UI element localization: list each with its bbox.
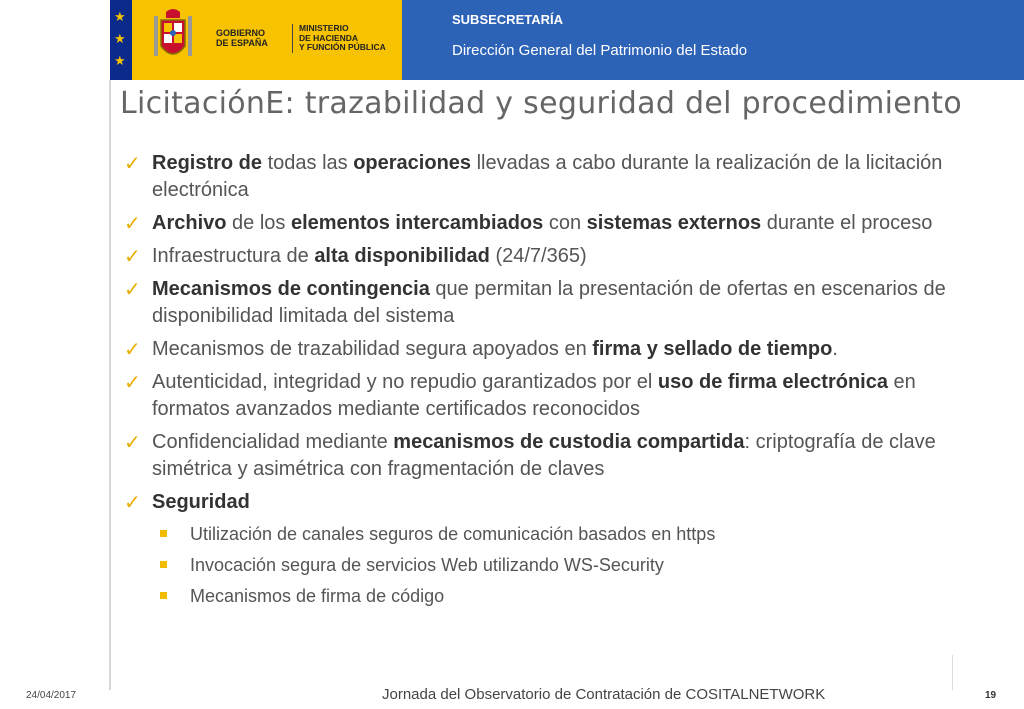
bullet-item [122,336,962,363]
bullet-item [122,489,962,516]
bullet-text: Confidencialidad mediante [152,431,394,453]
gobierno-logo-text: GOBIERNO DE ESPAÑA [216,28,268,48]
checkmark-icon: ✓ [124,370,141,394]
bullet-item [122,210,962,237]
bullet-text: Mecanismos de trazabilidad segura apoyados en [152,338,593,360]
bullet-text: de los [226,212,291,234]
bullet-emphasis: elementos intercambiados [290,212,544,234]
bullet-emphasis: Archivo [152,212,227,234]
bullet-item [122,429,962,483]
header [0,0,1024,80]
page-number: 19 [985,690,997,701]
slide-content [122,150,962,615]
star-icon: ★ [114,54,126,69]
bullet-item [122,276,962,330]
star-icon: ★ [114,32,126,47]
coat-of-arms-icon [152,8,194,70]
checkmark-icon: ✓ [124,151,141,175]
bullet-emphasis: Registro de [152,152,263,174]
bullet-text: Infraestructura de [152,245,315,267]
bullet-emphasis: firma y sellado de tiempo [592,338,833,360]
bullet-text: (24/7/365) [489,245,587,267]
checkmark-icon: ✓ [124,490,141,514]
bullet-list [122,150,962,516]
direccion-general-label: Dirección General del Patrimonio del Estado [452,42,748,59]
sub-bullet-text: Mecanismos de firma de código [190,586,445,606]
slide-title: LicitaciónE: trazabilidad y seguridad del procedimiento [120,86,963,121]
bullet-text: que permitan la presentación de ofertas en escenarios de disponibilidad limitada del sistema [152,278,946,327]
bullet-emphasis: sistemas externos [586,212,762,234]
sub-bullet-item [122,584,962,608]
bullet-text: todas las [262,152,354,174]
bullet-emphasis: uso de firma electrónica [657,371,888,393]
bullet-emphasis: Mecanismos de contingencia [152,278,430,300]
bullet-emphasis: operaciones [353,152,472,174]
bullet-item [122,243,962,270]
bullet-text: en formatos avanzados mediante certificados reconocidos [152,371,916,420]
square-bullet-icon [160,561,167,568]
bullet-emphasis: mecanismos de custodia compartida [393,431,745,453]
bullet-text: llevadas a cabo durante la realización de la licitación electrónica [152,152,943,201]
bullet-emphasis: Seguridad [152,491,250,513]
checkmark-icon: ✓ [124,211,141,235]
sub-bullet-text: Invocación segura de servicios Web utilizando WS-Security [190,555,664,575]
sub-bullet-item [122,553,962,577]
bullet-emphasis: alta disponibilidad [314,245,490,267]
sub-bullet-list [122,522,962,608]
government-logo [132,0,402,80]
ministerio-logo-text: MINISTERIO DE HACIENDA Y FUNCIÓN PÚBLICA [292,24,386,53]
square-bullet-icon [160,530,167,537]
checkmark-icon: ✓ [124,430,141,454]
bullet-text: : criptografía de clave simétrica y asimétrica con fragmentación de claves [152,431,936,480]
footer-event: Jornada del Observatorio de Contratación de COSITALNETWORK [382,686,826,703]
bullet-text: con [543,212,587,234]
checkmark-icon: ✓ [124,244,141,268]
footer-right-divider [952,655,953,690]
checkmark-icon: ✓ [124,337,141,361]
bullet-item [122,369,962,423]
subsecretaria-label: SUBSECRETARÍA [452,12,563,27]
bullet-text: durante el proceso [761,212,933,234]
eu-stars-strip [110,0,132,80]
sub-bullet-item [122,522,962,546]
left-divider [109,80,111,690]
footer-date: 24/04/2017 [26,690,77,701]
square-bullet-icon [160,592,167,599]
header-left-band [0,0,110,80]
bullet-text: Autenticidad, integridad y no repudio garantizados por el [152,371,658,393]
checkmark-icon: ✓ [124,277,141,301]
bullet-item [122,150,962,204]
star-icon: ★ [114,10,126,25]
sub-bullet-text: Utilización de canales seguros de comunicación basados en https [190,524,716,544]
bullet-text: . [832,338,838,360]
